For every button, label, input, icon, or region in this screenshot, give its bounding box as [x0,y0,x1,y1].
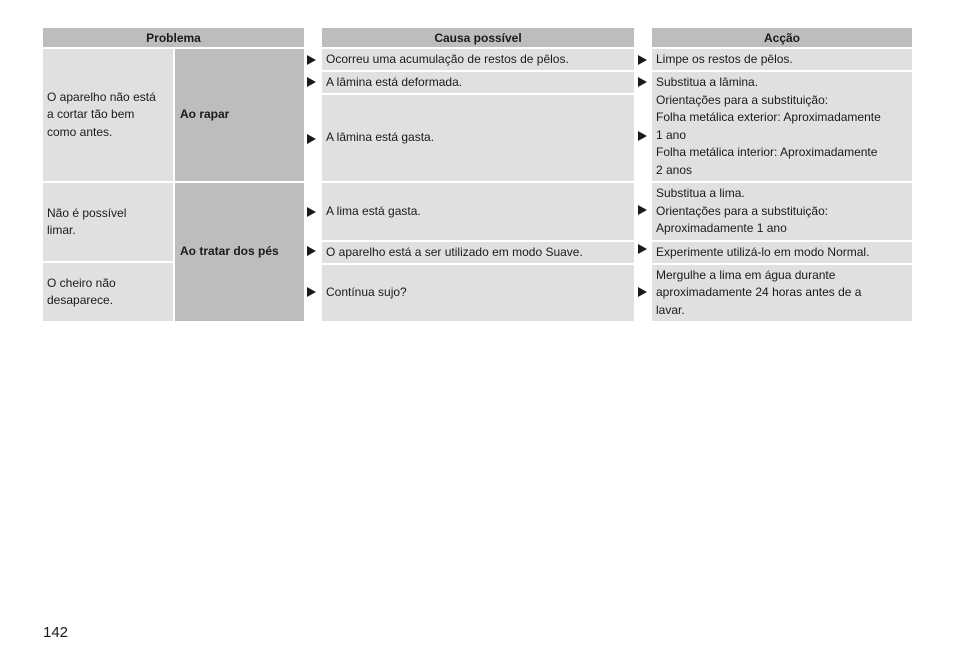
cause-arrow-icon [307,55,316,65]
cause-cell-blade-worn [322,95,634,181]
action-cell-normal-mode [652,242,912,263]
action-arrow-icon [638,287,647,297]
action-text: Limpe os restos de pêlos. [656,51,793,66]
action-text: Experimente utilizá-lo em modo Normal. [656,244,870,259]
action-cell-replace-blade [652,72,912,181]
cause-text: O aparelho está a ser utilizado em modo Suave. [326,244,583,259]
action-cell-clean [652,49,912,70]
cause-text: A lâmina está gasta. [326,130,435,145]
category-shaving [175,49,304,181]
category-text-foot-care: Ao tratar dos pés [180,244,279,259]
cause-arrow-icon [307,134,316,144]
category-foot-care [175,183,304,321]
action-arrow-icon [638,244,647,254]
action-arrow-icon [638,55,647,65]
header-cause: Causa possível [322,28,634,47]
cause-cell-file-worn [322,183,634,240]
action-text: Substitua a lima. Orientações para a substituição: Aproximadamente 1 ano [656,186,829,236]
cause-arrow-icon [307,77,316,87]
problem-cell-odor [43,263,173,321]
problem-cell-cutting [43,49,173,181]
cause-text: A lima está gasta. [326,203,421,218]
action-arrow-icon [638,77,647,87]
category-text-shaving: Ao rapar [180,107,230,122]
problem-text-cutting: O aparelho não está a cortar tão bem como antes. [47,89,156,139]
cause-arrow-icon [307,246,316,256]
action-arrow-icon [638,131,647,141]
action-cell-soak-file [652,265,912,321]
cause-arrow-icon [307,287,316,297]
cause-cell-soft-mode [322,242,634,263]
page-number: 142 [43,624,69,641]
cause-cell-hair-buildup [322,49,634,70]
action-cell-replace-file [652,183,912,240]
problem-cell-filing [43,183,173,261]
action-text: Substitua a lâmina. Orientações para a substituição: Folha metálica exterior: Aproximadamente 1 ano Folha metálica interior: Aproximadamente 2 anos [656,75,881,177]
action-arrow-icon [638,205,647,215]
cause-cell-still-dirty [322,265,634,321]
cause-text: Contínua sujo? [326,285,407,300]
problem-text-odor: O cheiro não desaparece. [47,275,116,307]
cause-text: A lâmina está deformada. [326,74,463,89]
header-action: Acção [652,28,912,47]
header-problem: Problema [43,28,304,47]
cause-arrow-icon [307,207,316,217]
problem-text-filing: Não é possível limar. [47,205,127,237]
action-text: Mergulhe a lima em água durante aproximadamente 24 horas antes de a lavar. [656,267,862,317]
cause-text: Ocorreu uma acumulação de restos de pêlos. [326,51,569,66]
cause-cell-blade-deformed [322,72,634,93]
